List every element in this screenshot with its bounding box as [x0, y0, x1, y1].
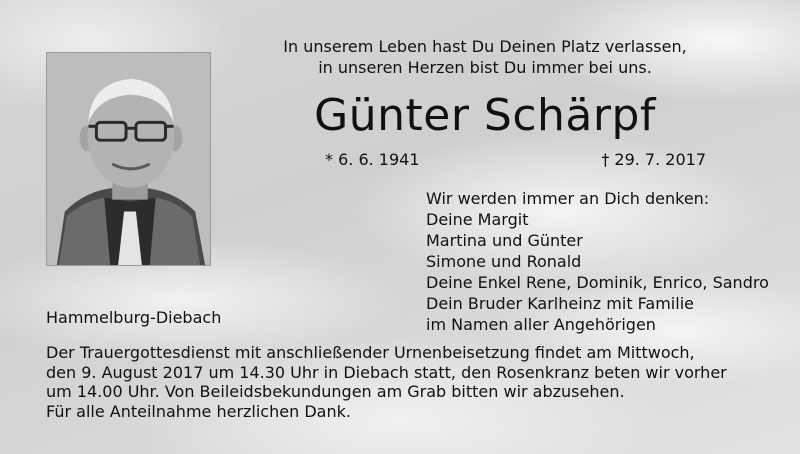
service-line: um 14.00 Uhr. Von Beileidsbekundungen am Grab bitten wir abzusehen. [46, 382, 625, 401]
deceased-name: Günter Schärpf [314, 90, 656, 141]
mourners-line: Simone und Ronald [426, 252, 582, 271]
mourners-line: Dein Bruder Karlheinz mit Familie [426, 294, 694, 313]
birth-date: * 6. 6. 1941 [325, 150, 420, 169]
mourners-line: Deine Enkel Rene, Dominik, Enrico, Sandro [426, 273, 769, 292]
portrait-illustration [47, 53, 210, 265]
service-line: Für alle Anteilnahme herzlichen Dank. [46, 401, 351, 421]
death-date: † 29. 7. 2017 [601, 150, 706, 169]
mourners-line: Deine Margit [426, 210, 529, 229]
motto-line: in unseren Herzen bist Du immer bei uns. [318, 58, 652, 77]
motto-line: In unserem Leben hast Du Deinen Platz verlassen, [283, 37, 687, 56]
service-info [46, 343, 746, 421]
mourners-line: Martina und Günter [426, 231, 583, 250]
mourners-line: im Namen aller Angehörigen [426, 315, 656, 334]
portrait-photo [46, 52, 211, 266]
service-line: Der Trauergottesdienst mit anschließender Urnenbeisetzung findet am Mittwoch, [46, 343, 695, 362]
hometown: Hammelburg-Diebach [46, 308, 222, 327]
mourners-list [426, 188, 769, 335]
mourners-line: Wir werden immer an Dich denken: [426, 189, 710, 208]
motto [250, 36, 720, 78]
service-line: den 9. August 2017 um 14.30 Uhr in Diebach statt, den Rosenkranz beten wir vorher [46, 362, 727, 382]
